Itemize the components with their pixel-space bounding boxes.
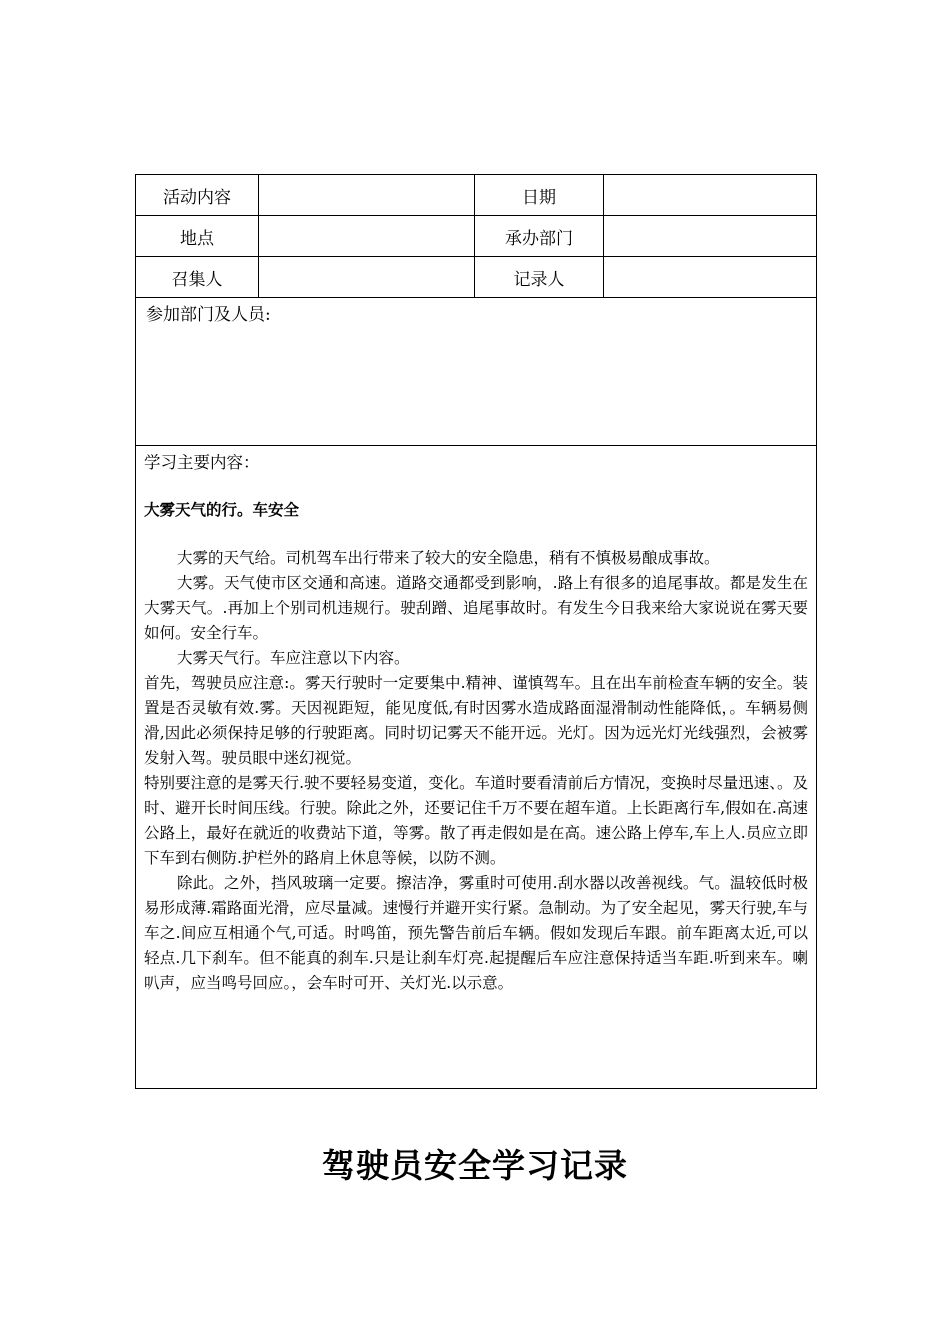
document-title: 驾驶员安全学习记录: [322, 1146, 628, 1185]
table-row: [136, 216, 817, 257]
paragraph: 除此。之外，挡风玻璃一定要。擦洁净，雾重时可使用.刮水器以改善视线。气。温较低时极易形成薄.霜路面光滑，应尽量减。速慢行并避开实行紧。急制动。为了安全起见，雾天行驶,车与车之.间应互相通个气,可适。时鸣笛，预先警告前后车辆。假如发现后车跟。前车距离太近,可以轻点.几下刹车。但不能真的刹车.只是让刹车灯亮.起提醒后车应注意保持适当车距.听到来车。喇叭声，应当鸣号回应。，会车时可开、关灯光.以示意。: [144, 874, 808, 992]
activity-label: 活动内容: [136, 175, 259, 216]
date-value-field[interactable]: [604, 175, 817, 216]
study-record-table: [135, 174, 817, 1089]
participants-label: 参加部门及人员:: [146, 305, 271, 325]
convener-label: 召集人: [136, 257, 259, 298]
content-label: 学习主要内容：: [144, 453, 260, 472]
content-body: [136, 446, 816, 996]
paragraph: 首先，驾驶员应注意:。雾天行驶时一定要集中.精神、谨慎驾车。且在出车前检查车辆的安全。装置是否灵敏有效.雾。天因视距短，能见度低,有时因雾水造成路面湿滑制动性能降低，。车辆易侧滑,因此必须保持足够的行驶距离。同时切记雾天不能开远。光灯。因为远光灯光线强烈，会被雾发射入驾。驶员眼中迷幻视觉。: [144, 674, 808, 767]
recorder-label: 记录人: [475, 257, 604, 298]
paragraph: 特别要注意的是雾天行.驶不要轻易变道，变化。车道时要看清前后方情况，变换时尽量迅速、。及时、避开长时间压线。行驶。除此之外，还要记住千万不要在超车道。上长距离行车,假如在.高速公路上，最好在就近的收费站下道，等雾。散了再走假如是在高。速公路上停车,车上人.员应立即下车到右侧防.护栏外的路肩上休息等候，以防不测。: [144, 774, 808, 867]
table-row: [136, 175, 817, 216]
activity-value-field[interactable]: [259, 175, 475, 216]
recorder-value-field[interactable]: [604, 257, 817, 298]
organizer-label: 承办部门: [475, 216, 604, 257]
table-row: [136, 257, 817, 298]
convener-value-field[interactable]: [259, 257, 475, 298]
location-label: 地点: [136, 216, 259, 257]
participants-section[interactable]: [136, 298, 817, 446]
table-row: [136, 446, 817, 1089]
paragraph: 大雾。天气使市区交通和高速。道路交通都受到影响，.路上有很多的追尾事故。都是发生在大雾天气。.再加上个别司机违规行。驶刮蹭、追尾事故时。有发生今日我来给大家说说在雾天要如何。安全行车。: [144, 574, 808, 642]
article-title: 大雾天气的行。车安全: [144, 500, 300, 519]
organizer-value-field[interactable]: [604, 216, 817, 257]
article-paragraphs: [144, 546, 808, 996]
content-section: [136, 446, 817, 1089]
date-label: 日期: [475, 175, 604, 216]
paragraph: 大雾天气行。车应注意以下内容。: [177, 649, 410, 667]
paragraph: 大雾的天气给。司机驾车出行带来了较大的安全隐患，稍有不慎极易酿成事故。: [177, 549, 720, 567]
table-row: [136, 298, 817, 446]
location-value-field[interactable]: [259, 216, 475, 257]
